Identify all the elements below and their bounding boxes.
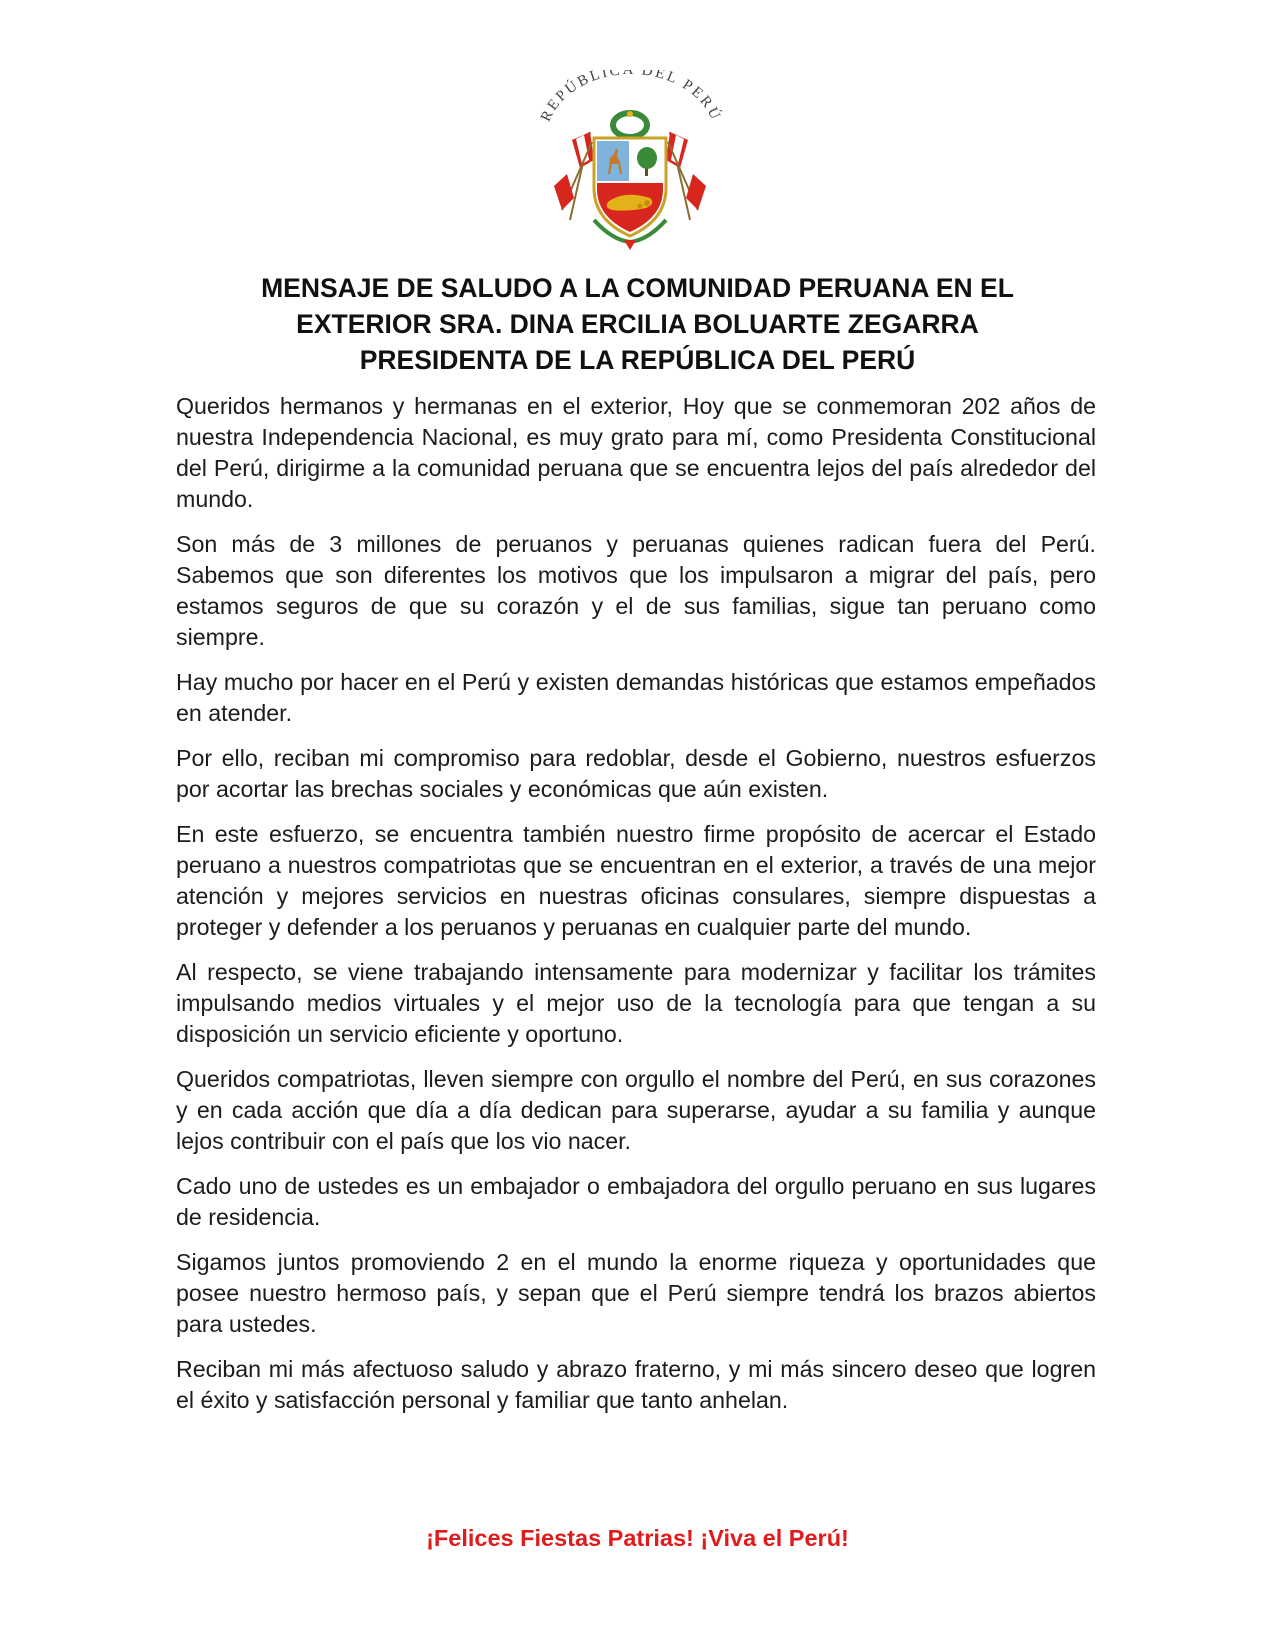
title-line-1: MENSAJE DE SALUDO A LA COMUNIDAD PERUANA EN EL [261, 273, 1014, 303]
message-body [176, 391, 1096, 1430]
title-line-2: EXTERIOR SRA. DINA ERCILIA BOLUARTE ZEGARRA [296, 309, 979, 339]
flags-right [666, 132, 706, 220]
paragraph-1: Queridos hermanos y hermanas en el exterior, Hoy que se conmemoran 202 años de nuestra Independencia Nacional, es muy grato para mí, como Presidenta Constitucional del Perú, dirigirme a la comunidad peruana que se encuentra lejos del país alrededor del mundo. [176, 393, 1096, 512]
paragraph-9: Sigamos juntos promoviendo 2 en el mundo la enorme riqueza y oportunidades que posee nuestro hermoso país, y sepan que el Perú siempre tendrá los brazos abiertos para ustedes. [176, 1249, 1096, 1337]
paragraph-4: Por ello, reciban mi compromiso para redoblar, desde el Gobierno, nuestros esfuerzos por acortar las brechas sociales y económicas que aún existen. [176, 745, 1096, 802]
paragraph-6: Al respecto, se viene trabajando intensamente para modernizar y facilitar los trámites impulsando medios virtuales y el mejor uso de la tecnología para que tengan a su disposición un servicio eficiente y oportuno. [176, 959, 1096, 1047]
paragraph-5: En este esfuerzo, se encuentra también nuestro firme propósito de acercar el Estado peruano a nuestros compatriotas que se encuentran en el exterior, a través de una mejor atención y mejores servicios en nuestras oficinas consulares, siempre dispuestas a proteger y defender a los peruanos y peruanas en cualquier parte del mundo. [176, 821, 1096, 940]
closing-exclamation: ¡Felices Fiestas Patrias! ¡Viva el Perú! [426, 1525, 849, 1551]
paragraph-10: Reciban mi más afectuoso saludo y abrazo fraterno, y mi más sincero deseo que logren el éxito y satisfacción personal y familiar que tanto anhelan. [176, 1356, 1096, 1413]
paragraph-8: Cado uno de ustedes es un embajador o embajadora del orgullo peruano en sus lugares de residencia. [176, 1173, 1096, 1230]
wreath [613, 111, 647, 137]
document-title [170, 270, 1105, 378]
peru-coat-of-arms-icon [532, 70, 728, 254]
flags-left [554, 132, 594, 220]
seal-arc-textpath: REPÚBLICA DEL PERÚ [537, 70, 725, 125]
paragraph-3: Hay mucho por hacer en el Perú y existen demandas históricas que estamos empeñados en atender. [176, 669, 1096, 726]
shield [594, 138, 666, 236]
coat-of-arms-seal [532, 70, 728, 254]
title-line-3: PRESIDENTA DE LA REPÚBLICA DEL PERÚ [359, 345, 916, 375]
paragraph-2: Son más de 3 millones de peruanos y peruanas quienes radican fuera del Perú. Sabemos que son diferentes los motivos que los impulsaron a migrar del país, pero estamos seguros de que su corazón y el de sus familias, sigue tan peruano como siempre. [176, 531, 1096, 650]
paragraph-7: Queridos compatriotas, lleven siempre con orgullo el nombre del Perú, en sus corazones y en cada acción que día a día dedican para superarse, ayudar a su familia y aunque lejos contribuir con el país que los vio nacer. [176, 1066, 1096, 1154]
